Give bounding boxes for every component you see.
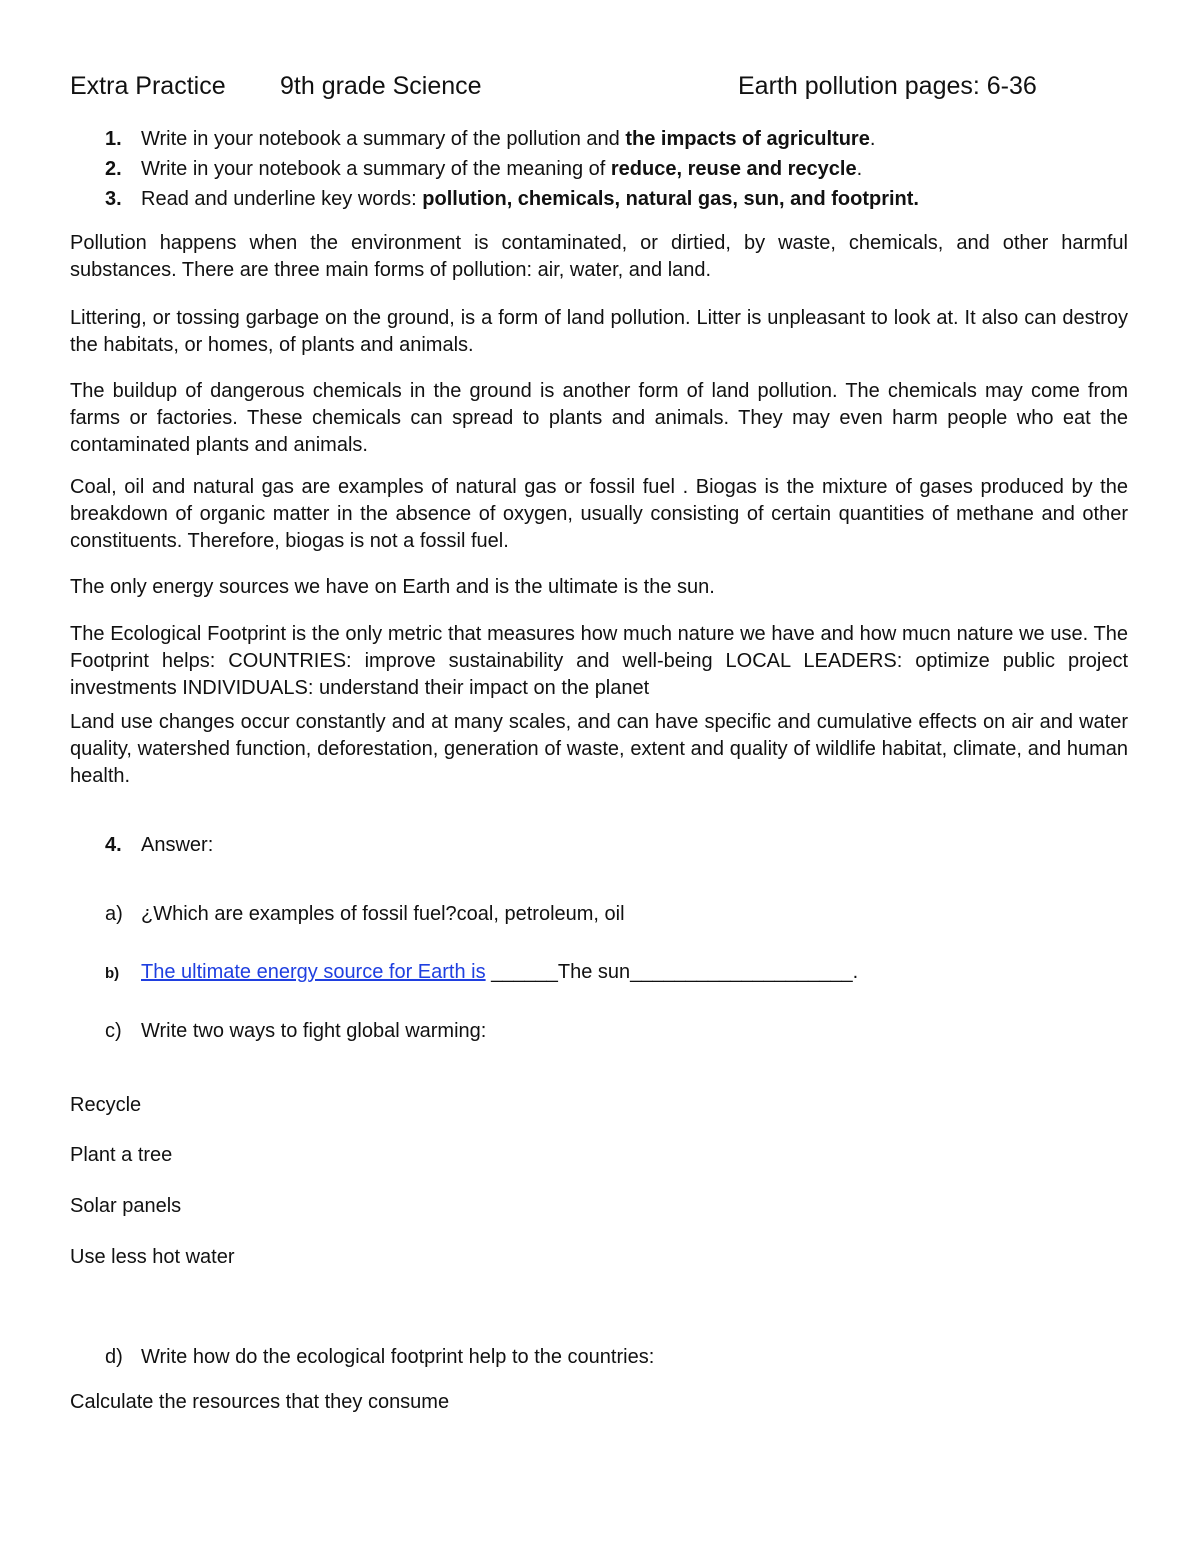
- question-number: 4.: [105, 834, 122, 856]
- instruction-number: 3.: [105, 188, 122, 210]
- header-pages: Earth pollution pages: 6-36: [738, 72, 1037, 100]
- paragraph-fossil-fuel: Coal, oil and natural gas are examples of natural gas or fossil fuel . Biogas is the mixture of gases produced by the breakdown of organic matter in the absence of oxygen, usually consisting of certain quantities of methane and other constituents. Therefore, biogas is not a fossil fuel.: [70, 476, 1128, 552]
- instruction-keyword: reduce, reuse and recycle: [610, 158, 857, 180]
- question-letter: c): [105, 1020, 122, 1042]
- paragraph-pollution: Pollution happens when the environment is contaminated, or dirtied, by waste, chemicals, and other harmful substances. There are three main forms of pollution: air, water, and land.: [70, 232, 1128, 281]
- header-title: Extra Practice: [70, 72, 226, 100]
- answer-c-4: Use less hot water: [70, 1246, 235, 1268]
- instruction-keyword: pollution, chemicals, natural gas, sun, and footprint.: [422, 188, 919, 210]
- answer-c-3: Solar panels: [70, 1195, 182, 1217]
- question-letter: d): [105, 1346, 123, 1368]
- paragraph-littering: Littering, or tossing garbage on the ground, is a form of land pollution. Litter is unpleasant to look at. It also can destroy the habitats, or homes, of plants and animals.: [70, 307, 1128, 356]
- question-text: Write two ways to fight global warming:: [141, 1020, 487, 1042]
- question-letter: b): [105, 965, 120, 982]
- instruction-text: Write in your notebook a summary of the meaning of: [141, 158, 611, 180]
- question-4: [105, 834, 213, 857]
- question-label: Answer:: [141, 834, 214, 856]
- paragraph-footprint: The Ecological Footprint is the only metric that measures how much nature we have and how mucn nature we use. The Footprint helps: COUNTRIES: improve sustainability and well-being LOCAL LEADERS: optimize public project investments INDIVIDUALS: understand their impact on the planet: [70, 623, 1128, 699]
- answer-d: Calculate the resources that they consume: [70, 1391, 450, 1413]
- instruction-keyword: the impacts of agriculture: [625, 128, 870, 150]
- question-c: [105, 1020, 486, 1043]
- instruction-number: 1.: [105, 128, 122, 150]
- header-grade: 9th grade Science: [280, 72, 482, 100]
- question-letter: a): [105, 903, 123, 925]
- instruction-text: Write in your notebook a summary of the pollution and: [141, 128, 626, 150]
- question-a: [105, 903, 625, 926]
- instruction-number: 2.: [105, 158, 122, 180]
- instruction-text: Read and underline key words:: [141, 188, 423, 210]
- paragraph-sun: The only energy sources we have on Earth and is the ultimate is the sun.: [70, 576, 715, 598]
- answer-c-2: Plant a tree: [70, 1144, 173, 1166]
- instruction-tail: .: [869, 128, 876, 150]
- paragraph-land-use: Land use changes occur constantly and at many scales, and can have specific and cumulative effects on air and water quality, watershed function, deforestation, generation of waste, extent and quality of wildlife habitat, climate, and human health.: [70, 711, 1128, 787]
- instruction-tail: .: [856, 158, 863, 180]
- question-text: Write how do the ecological footprint help to the countries:: [141, 1346, 655, 1368]
- instruction-1: [105, 128, 875, 151]
- question-b: [105, 961, 858, 984]
- answer-c-1: Recycle: [70, 1094, 142, 1116]
- question-link[interactable]: The ultimate energy source for Earth is: [141, 961, 486, 983]
- instruction-3: [105, 188, 919, 211]
- question-answer: ______The sun____________________.: [485, 961, 859, 983]
- paragraph-chemicals: The buildup of dangerous chemicals in the ground is another form of land pollution. The chemicals may come from farms or factories. These chemicals can spread to plants and animals. They may even harm people who eat the contaminated plants and animals.: [70, 380, 1128, 456]
- instruction-2: [105, 158, 862, 181]
- question-d: [105, 1346, 654, 1369]
- question-text: ¿Which are examples of fossil fuel?coal, petroleum, oil: [141, 903, 625, 925]
